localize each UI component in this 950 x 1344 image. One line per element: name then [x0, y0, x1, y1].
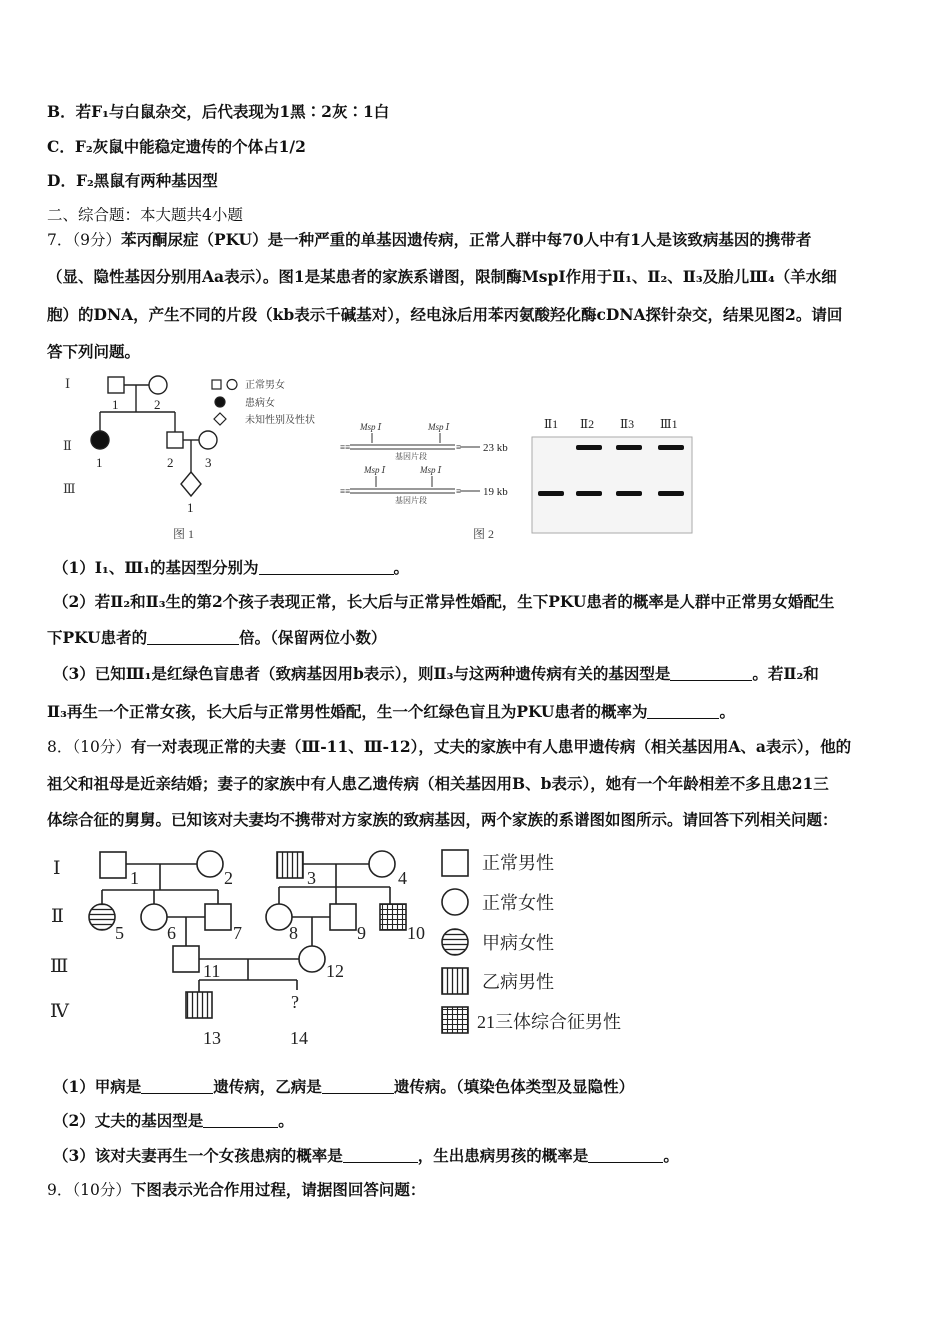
size-23kb: 23 kb — [483, 442, 508, 454]
q9-number: 9．（10分） — [47, 1181, 131, 1199]
gen-label: Ⅱ — [63, 438, 72, 453]
svg-text:9: 9 — [357, 923, 366, 943]
unknown-marker: ? — [291, 992, 299, 1012]
legend-normal: 正常男女 — [245, 380, 285, 391]
pedigree-male — [167, 432, 183, 448]
answer-blank[interactable] — [147, 630, 239, 645]
band — [658, 491, 684, 496]
answer-blank[interactable] — [588, 1148, 663, 1163]
svg-text:13: 13 — [203, 1028, 221, 1048]
pedigree-male — [330, 904, 356, 930]
svg-text:7: 7 — [233, 923, 242, 943]
svg-text:2: 2 — [167, 455, 174, 470]
svg-text:4: 4 — [398, 868, 407, 888]
legend-unknown: 未知性别及性状 — [245, 415, 315, 426]
q7-sub-2a: （2）若Ⅱ₂和Ⅱ₃生的第2个孩子表现正常，长大后与正常异性婚配，生下PKU患者的概率是人群中正常男女婚配生 — [53, 592, 835, 611]
svg-text:11: 11 — [203, 961, 221, 981]
q7-line-1: 7．（9分）苯丙酮尿症（PKU）是一种严重的单基因遗传病，正常人群中每70人中有1人是该致病基因的携带者 — [47, 230, 812, 249]
svg-text:Ⅱ3: Ⅱ3 — [620, 417, 635, 431]
band — [658, 445, 684, 450]
answer-blank[interactable] — [647, 704, 719, 719]
gen-label: Ⅲ — [50, 956, 69, 977]
legend-disease-b-male: 乙病男性 — [482, 972, 554, 992]
svg-text:Msp Ⅰ: Msp Ⅰ — [364, 465, 386, 475]
pedigree-male — [100, 852, 126, 878]
pedigree-female — [299, 946, 325, 972]
svg-text:2: 2 — [224, 868, 233, 888]
svg-text:6: 6 — [167, 923, 176, 943]
pedigree-affected-male-b — [277, 852, 303, 878]
gen-label: Ⅰ — [65, 376, 71, 391]
answer-blank[interactable] — [322, 1079, 394, 1094]
figure-1-pedigree — [55, 370, 325, 545]
pedigree-male — [108, 377, 124, 393]
svg-text:Ⅱ1: Ⅱ1 — [544, 417, 559, 431]
legend-disease-a-female: 甲病女性 — [482, 933, 554, 953]
figure-8-pedigree — [45, 842, 685, 1057]
gen-label: Ⅲ — [63, 481, 76, 496]
gen-label: Ⅱ — [51, 906, 64, 927]
q7-sub-1: （1）I₁、Ⅲ₁的基因型分别为 。 — [53, 558, 410, 577]
svg-text:≡≡: ≡≡ — [340, 442, 351, 452]
legend-normal-female: 正常女性 — [482, 893, 554, 913]
svg-text:Msp Ⅰ: Msp Ⅰ — [360, 422, 382, 432]
answer-blank[interactable] — [259, 560, 394, 575]
pedigree-affected-male-b — [186, 992, 212, 1018]
pedigree-female — [369, 851, 395, 877]
svg-text:10: 10 — [407, 923, 425, 943]
figure-2-electrophoresis — [340, 408, 700, 543]
svg-text:8: 8 — [289, 923, 298, 943]
answer-blank[interactable] — [141, 1079, 213, 1094]
pedigree-female — [199, 431, 217, 449]
svg-text:基因片段: 基因片段 — [395, 496, 427, 505]
band — [576, 445, 602, 450]
svg-text:3: 3 — [307, 868, 316, 888]
svg-text:1: 1 — [187, 500, 194, 515]
svg-text:Ⅱ2: Ⅱ2 — [580, 417, 595, 431]
option-b: B．若F₁与白鼠杂交，后代表现为1黑∶2灰∶1白 — [47, 102, 390, 121]
gen-label: Ⅳ — [50, 1001, 69, 1022]
option-c: C．F₂灰鼠中能稳定遗传的个体占1/2 — [47, 137, 306, 156]
svg-text:1: 1 — [112, 397, 119, 412]
pedigree-affected-female — [91, 431, 109, 449]
q8-number: 8．（10分） — [47, 738, 131, 756]
q9-line-1: 9．（10分）下图表示光合作用过程，请据图回答问题： — [47, 1180, 426, 1199]
q7-number: 7．（9分） — [47, 231, 121, 249]
answer-blank[interactable] — [670, 666, 752, 681]
figure-1-caption: 图 1 — [173, 527, 195, 541]
svg-text:3: 3 — [205, 455, 212, 470]
svg-text:14: 14 — [290, 1028, 308, 1048]
svg-text:Msp Ⅰ: Msp Ⅰ — [420, 465, 442, 475]
size-19kb: 19 kb — [483, 486, 508, 498]
svg-text:Msp Ⅰ: Msp Ⅰ — [428, 422, 450, 432]
q8-line-3: 体综合征的舅舅。已知该对夫妻均不携带对方家族的致病基因，两个家族的系谱图如图所示。请回答下列相关问题： — [47, 810, 838, 829]
q7-line-3: 胞）的DNA，产生不同的片段（kb表示千碱基对），经电泳后用苯丙氨酸羟化酶cDNA探针杂交，结果见图2。请回 — [47, 305, 843, 324]
q8-line-1: 8．（10分）有一对表现正常的夫妻（Ⅲ-11、Ⅲ-12），丈夫的家族中有人患甲遗传病（相关基因用A、a表示），他的 — [47, 737, 852, 756]
pedigree-male — [205, 904, 231, 930]
q7-line-2: （显、隐性基因分别用Aa表示）。图1是某患者的家族系谱图，限制酶MspI作用于Ⅱ₁、Ⅱ₂、Ⅱ₃及胎儿Ⅲ₄（羊水细 — [47, 267, 837, 286]
option-d: D．F₂黑鼠有两种基因型 — [47, 171, 218, 190]
q8-sub-3: （3）该对夫妻再生一个女孩患病的概率是 ，生出患病男孩的概率是 。 — [53, 1146, 679, 1165]
svg-text:1: 1 — [130, 868, 139, 888]
svg-text:2: 2 — [154, 397, 161, 412]
answer-blank[interactable] — [343, 1148, 418, 1163]
svg-text:≡: ≡ — [456, 486, 462, 496]
pedigree-female — [149, 376, 167, 394]
svg-text:1: 1 — [96, 455, 103, 470]
svg-text:Ⅲ1: Ⅲ1 — [660, 417, 678, 431]
q8-sub-1: （1）甲病是 遗传病，乙病是 遗传病。（填染色体类型及显隐性） — [53, 1077, 635, 1096]
section-heading: 二、综合题：本大题共4小题 — [47, 206, 243, 224]
pedigree-female — [197, 851, 223, 877]
q7-sub-2b: 下PKU患者的 倍。（保留两位小数） — [47, 628, 387, 647]
band — [538, 491, 564, 496]
svg-text:≡: ≡ — [456, 442, 462, 452]
legend-affected-female: 患病女 — [245, 398, 275, 409]
pedigree-female — [141, 904, 167, 930]
pedigree-affected-female-a — [89, 904, 115, 930]
svg-text:5: 5 — [115, 923, 124, 943]
q7-sub-3b: Ⅱ₃再生一个正常女孩，长大后与正常男性婚配，生一个红绿色盲且为PKU患者的概率为 。 — [47, 702, 735, 721]
svg-text:基因片段: 基因片段 — [395, 452, 427, 461]
pedigree-male — [173, 946, 199, 972]
answer-blank[interactable] — [203, 1113, 278, 1128]
figure-2-caption: 图 2 — [473, 527, 495, 541]
gen-label: Ⅰ — [53, 858, 61, 879]
band — [616, 491, 642, 496]
svg-text:12: 12 — [326, 961, 344, 981]
q8-sub-2: （2）丈夫的基因型是 。 — [53, 1111, 294, 1130]
q8-line-2: 祖父和祖母是近亲结婚；妻子的家族中有人患乙遗传病（相关基因用B、b表示），她有一个年龄相差不多且患21三 — [47, 774, 829, 793]
legend-normal-male: 正常男性 — [482, 853, 554, 873]
svg-text:≡≡: ≡≡ — [340, 486, 351, 496]
legend-trisomy-male: 21三体综合征男性 — [477, 1012, 621, 1032]
band — [576, 491, 602, 496]
q7-line-4: 答下列问题。 — [47, 342, 141, 361]
pedigree-unknown — [181, 472, 201, 496]
q7-sub-3a: （3）已知Ⅲ₁是红绿色盲患者（致病基因用b表示），则Ⅱ₃与这两种遗传病有关的基因型是 。若Ⅱ₂和 — [53, 664, 819, 683]
band — [616, 445, 642, 450]
pedigree-trisomy-male — [380, 904, 406, 930]
